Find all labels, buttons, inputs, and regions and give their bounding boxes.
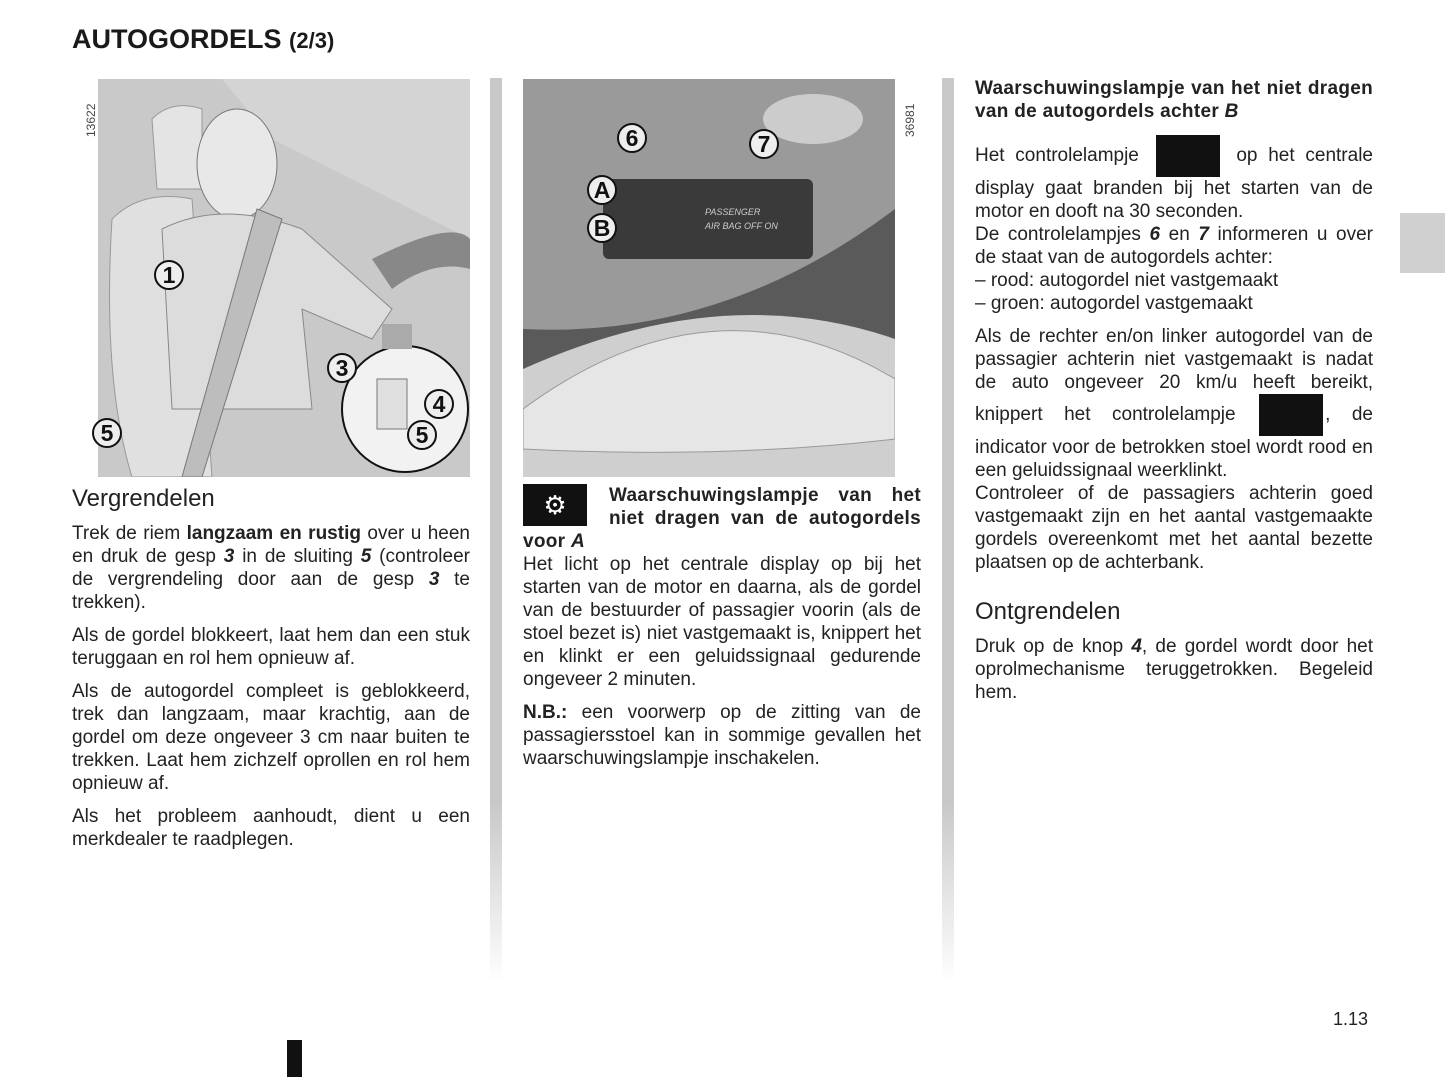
- passenger-airbag-panel: PASSENGER AIR BAG OFF ON: [705, 207, 778, 231]
- callout-6: 6: [617, 123, 647, 153]
- callout-7: 7: [749, 129, 779, 159]
- paragraph: Als de gordel blokkeert, laat hem dan een stuk teruggaan en rol hem opnieuw af.: [72, 625, 470, 669]
- paragraph: Controleer of de passagiers achterin goed vastgemaakt zijn en het aantal vastgemaakte gordels overeenkomt met het aantal bezette plaatsen op de achterbank.: [975, 483, 1373, 573]
- seatbelt-illustration: [72, 79, 470, 477]
- edge-marker: [287, 1040, 302, 1077]
- title-text: AUTOGORDELS: [72, 24, 282, 54]
- driver-figure: [72, 79, 470, 477]
- figure-ref: 36981: [903, 103, 917, 137]
- note: N.B.: een voorwerp op de zitting van de passagiersstoel kan in sommige gevallen het waarschuwingslampje inschakelen.: [523, 702, 921, 769]
- seatbelt-warning-icon: ⚙: [523, 484, 587, 526]
- heading-vergrendelen: Vergrendelen: [72, 485, 215, 512]
- callout-b: B: [587, 213, 617, 243]
- seatbelt-warning-icon: [1156, 135, 1220, 177]
- warning-letter: A: [570, 531, 585, 552]
- column-divider: [490, 78, 502, 983]
- column-divider: [942, 78, 954, 983]
- paragraph: Trek de riem langzaam en rustig over u heen en druk de gesp 3 in de sluiting 5 (controleer de vergrendeling door aan de gesp 3 te trekken).: [72, 523, 470, 613]
- callout-4: 4: [424, 389, 454, 419]
- page-title: [72, 24, 334, 55]
- overhead-console-figure: [523, 79, 895, 477]
- list-item: – groen: autogordel vastgemaakt: [975, 293, 1253, 314]
- warning-title: Waarschuwingslampje van het niet dragen van de autogordels voor: [523, 485, 921, 552]
- heading-ontgrendelen: Ontgrendelen: [975, 598, 1121, 625]
- column-1: [72, 79, 470, 861]
- column-3: Waarschuwingslampje van het niet dragen van de autogordels achter B Het controlelampje op het centrale display gaat branden bij het starten van de motor en dooft na 30 seconden. De controlelampjes 6 en 7 informeren u over de staat van de autogordels achter: – rood: autogordel niet vastgemaakt – groen: autogordel vastgemaakt Als de rechter en/on linker autogordel van de passagier achterin niet vastgemaakt is nadat de auto ongeveer 20 km/u heeft bereikt, knippert het controlelampje , de indicator voor de betrokken stoel wordt rood en een geluidssignaal weerklinkt. Controleer of de passagiers achterin goed vastgemaakt zijn en het aantal vastgemaakte gordels overeenkomt met het aantal bezette plaatsen op de achterbank. Ontgrendelen Druk op de knop 4, de gordel wordt door het oprolmechanisme teruggetrokken. Begeleid hem.: [975, 78, 1373, 703]
- rear-seatbelt-display-illustration: [523, 79, 921, 477]
- callout-5-inset: 5: [407, 420, 437, 450]
- paragraph: Het licht op het centrale display op bij het starten van de motor en daarna, als de gordel van de bestuurder of passagier voorin (als de stoel bezet is) niet vastgemaakt is, knippert het en klinkt er een geluidssignaal gedurende ongeveer 2 minuten.: [523, 554, 921, 690]
- paragraph: Als het probleem aanhoudt, dient u een merkdealer te raadplegen.: [72, 806, 470, 850]
- warning-letter: B: [1224, 101, 1239, 122]
- warning-title: Waarschuwingslampje van het niet dragen van de autogordels achter: [975, 78, 1373, 122]
- seatbelt-warning-icon: [1259, 394, 1323, 436]
- figure-ref: 13622: [84, 103, 98, 137]
- list-item: – rood: autogordel niet vastgemaakt: [975, 270, 1279, 291]
- section-tab: [1400, 213, 1445, 273]
- title-part: (2/3): [289, 28, 335, 53]
- paragraph: Als de autogordel compleet is geblokkeerd, trek dan langzaam, maar krachtig, aan de gordel om deze ongeveer 3 cm naar buiten te trekken. Laat hem zichzelf oprollen en rol hem opnieuw af.: [72, 681, 470, 794]
- callout-3: 3: [327, 353, 357, 383]
- paragraph: Druk op de knop 4, de gordel wordt door het oprolmechanisme teruggetrokken. Begeleid hem.: [975, 636, 1373, 703]
- page-number: 1.13: [1333, 1009, 1369, 1029]
- callout-1: 1: [154, 260, 184, 290]
- column-2: [523, 79, 921, 780]
- callout-5: 5: [92, 418, 122, 448]
- callout-a: A: [587, 175, 617, 205]
